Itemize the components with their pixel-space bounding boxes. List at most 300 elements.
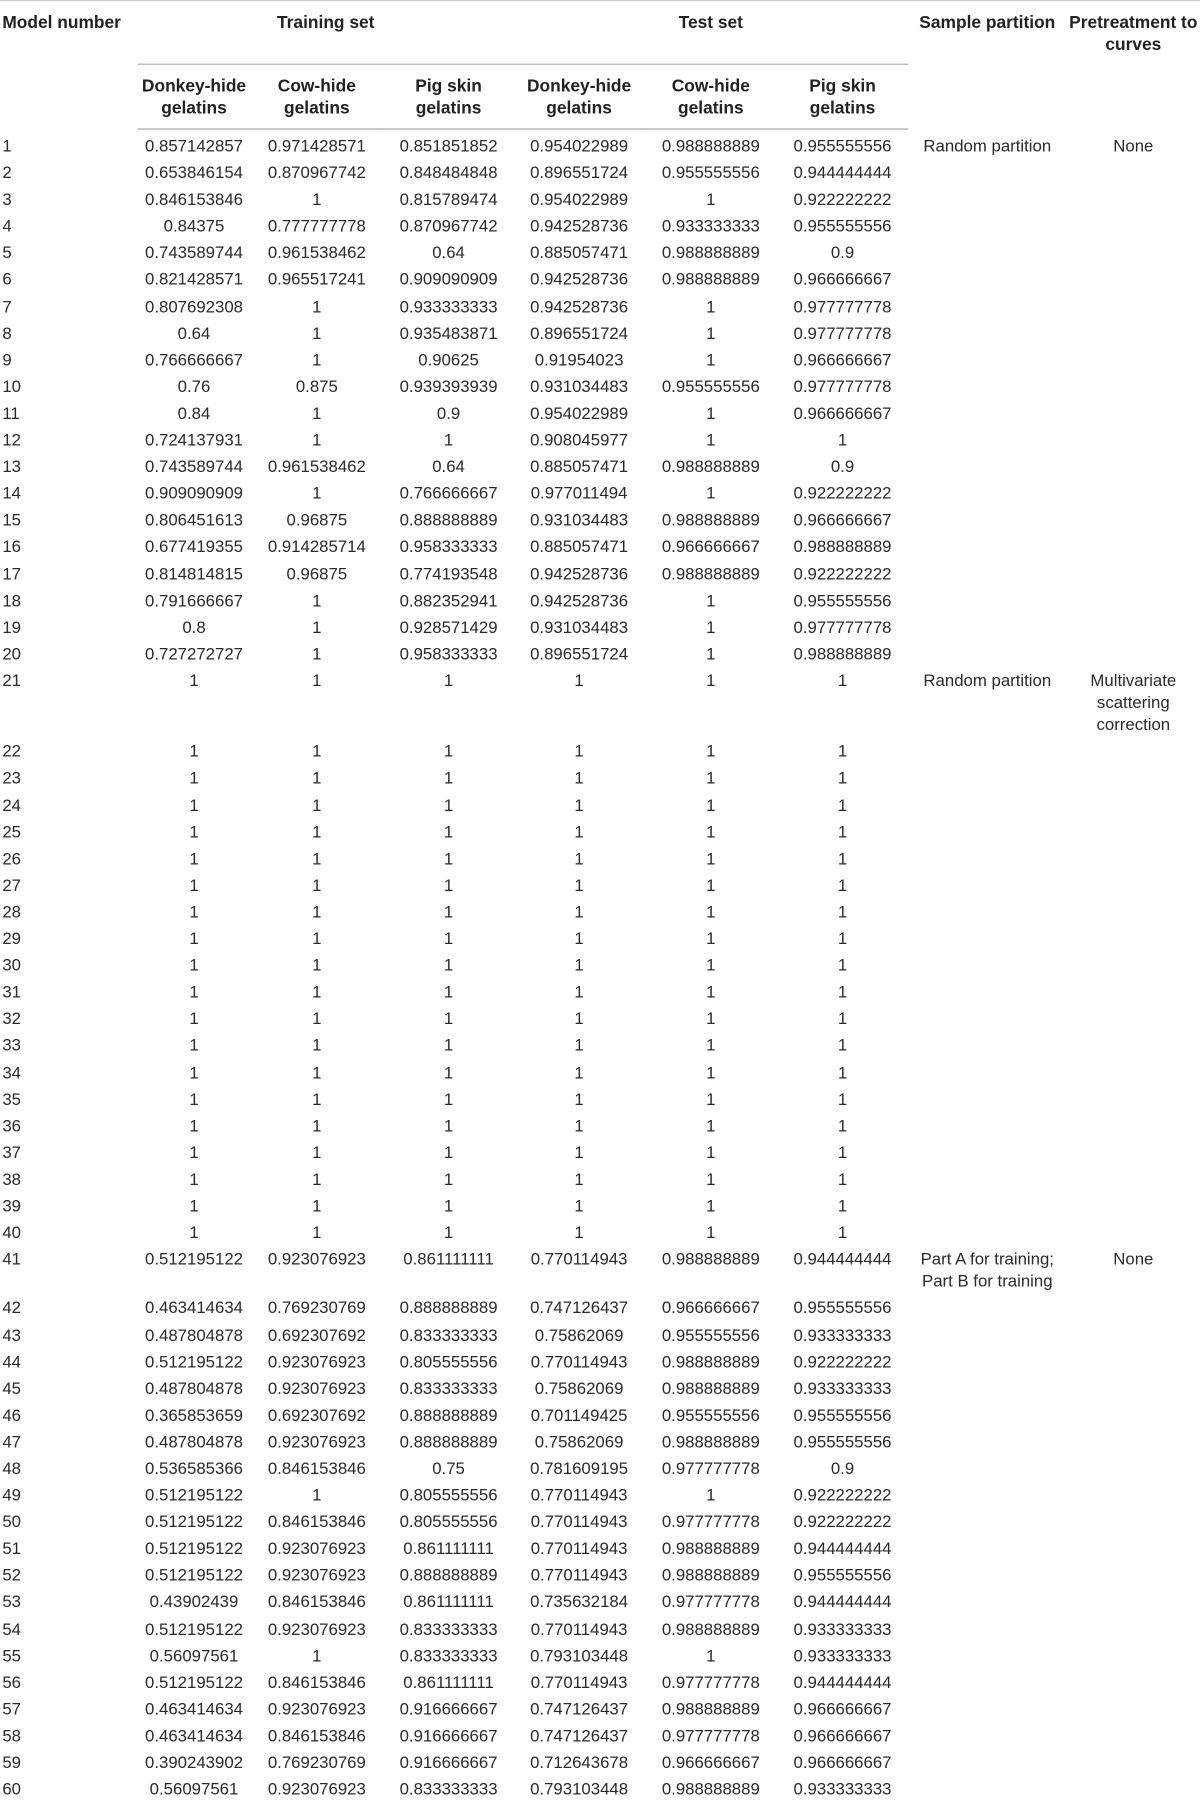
cell-model-number: 20 [2,645,21,664]
cell-model-number: 11 [2,404,20,424]
table-row [0,1457,1200,1484]
cell-test-donkey: 1 [574,1170,584,1190]
cell-train-donkey: 1 [189,1010,199,1029]
cell-test-pig: 0.922222222 [793,1353,892,1372]
cell-train-pig: 0.815789474 [399,191,498,210]
cell-sample-partition [908,1537,1067,1564]
cell-pretreatment [1067,1296,1200,1323]
cell-sample-partition [908,766,1067,793]
cell-test-pig: 1 [837,1224,848,1243]
cell-train-cow: 0.923076923 [267,1250,366,1270]
cell-test-cow: 1 [706,485,716,504]
cell-test-donkey: 0.75862069 [534,1379,624,1399]
cell-train-donkey: 0.487804878 [145,1326,243,1346]
table-row [0,161,1200,188]
cell-train-donkey: 0.743589744 [145,458,243,477]
cell-test-cow: 1 [706,769,716,789]
table-row [0,1483,1200,1510]
cell-pretreatment [1067,954,1200,981]
cell-sample-partition [908,588,1067,615]
cell-test-cow: 1 [706,983,716,1003]
cell-test-donkey: 1 [574,903,584,923]
cell-train-cow: 1 [312,956,322,976]
cell-pretreatment [1067,1751,1200,1778]
cell-test-pig: 0.966666667 [793,351,892,370]
cell-test-pig: 0.977777778 [793,297,892,317]
cell-train-pig: 1 [443,850,454,869]
cell-test-donkey: 1 [574,1117,584,1136]
cell-sample-partition [908,954,1067,981]
table-row [0,188,1200,215]
cell-test-pig: 1 [837,850,848,869]
cell-model-number: 59 [2,1754,21,1773]
cell-train-cow: 0.961538462 [267,458,366,477]
cell-test-donkey: 0.747126437 [530,1727,629,1746]
cell-train-pig: 0.870967742 [399,217,498,237]
cell-train-pig: 0.935483871 [399,324,498,344]
table-row [0,1034,1200,1061]
cell-pretreatment [1067,847,1200,874]
cell-model-number: 45 [2,1379,21,1399]
cell-model-number: 4 [2,217,12,237]
cell-train-pig: 0.64 [432,244,465,264]
cell-test-cow: 1 [706,1090,716,1110]
table-row [0,820,1200,847]
cell-model-number: 6 [2,271,12,290]
cell-test-pig: 0.922222222 [793,565,892,584]
cell-train-cow: 0.692307692 [267,1406,366,1426]
cell-test-pig: 1 [837,1063,848,1083]
cell-test-pig: 1 [837,1117,848,1136]
header-test-donkey: Donkey-hide gelatins [514,64,645,129]
cell-train-pig: 1 [443,1197,454,1216]
cell-model-number: 21 [2,672,21,691]
cell-train-donkey: 0.512195122 [145,1486,243,1506]
cell-model-number: 19 [2,618,21,638]
cell-test-donkey: 0.942528736 [530,271,629,290]
cell-test-cow: 1 [706,645,716,664]
cell-pretreatment [1067,1403,1200,1430]
cell-test-pig: 0.944444444 [793,164,892,183]
cell-model-number: 17 [2,565,21,584]
table-row [0,1194,1200,1221]
cell-pretreatment [1067,1221,1200,1248]
cell-test-pig: 0.944444444 [793,1540,892,1559]
cell-test-pig: 1 [837,876,848,896]
cell-train-pig: 0.848484848 [399,164,498,183]
cell-train-donkey: 1 [189,1144,199,1163]
cell-model-number: 24 [2,796,21,816]
cell-sample-partition [908,1617,1067,1644]
cell-test-cow: 1 [706,1170,716,1190]
cell-sample-partition [908,1777,1067,1804]
cell-test-pig: 1 [837,672,848,691]
cell-train-cow: 0.914285714 [267,538,366,557]
table-row [0,954,1200,981]
table-row [0,873,1200,900]
cell-train-pig: 1 [443,1224,454,1243]
cell-train-donkey: 0.791666667 [145,591,243,611]
cell-sample-partition [908,1377,1067,1404]
cell-pretreatment [1067,1697,1200,1724]
cell-model-number: 32 [2,1010,21,1029]
cell-test-pig: 1 [837,769,848,789]
header-train-donkey: Donkey-hide gelatins [138,64,251,129]
cell-test-donkey: 0.735632184 [530,1593,629,1613]
cell-train-donkey: 1 [189,1063,199,1083]
cell-pretreatment: None [1113,137,1154,156]
cell-test-cow: 0.988888889 [661,1780,760,1800]
cell-sample-partition [908,1670,1067,1697]
cell-test-cow: 0.955555556 [661,1406,760,1426]
cell-test-pig: 0.966666667 [793,1727,892,1746]
header-test-pig: Pig skin gelatins [777,64,908,129]
table-row [0,1323,1200,1350]
cell-pretreatment [1067,1167,1200,1194]
cell-train-pig: 1 [443,1037,454,1056]
cell-test-donkey: 0.770114943 [530,1486,628,1506]
cell-sample-partition [908,1007,1067,1034]
cell-train-cow: 0.692307692 [267,1326,366,1346]
header-sample-partition: Sample partition [908,1,1067,129]
cell-pretreatment [1067,1141,1200,1168]
cell-model-number: 48 [2,1460,21,1479]
cell-model-number: 30 [2,956,21,976]
cell-train-donkey: 1 [189,1037,199,1056]
cell-train-donkey: 1 [189,1117,199,1136]
cell-train-pig: 0.958333333 [399,645,498,664]
cell-train-pig: 0.909090909 [399,271,498,290]
cell-sample-partition [908,927,1067,954]
cell-pretreatment [1067,1350,1200,1377]
cell-model-number: 47 [2,1433,21,1452]
table-row [0,1777,1200,1804]
cell-train-pig: 1 [443,769,454,789]
cell-train-cow: 0.971428571 [267,137,366,157]
cell-test-pig: 1 [837,903,848,923]
cell-sample-partition [908,615,1067,642]
table-row [0,1060,1200,1087]
cell-test-donkey: 1 [574,876,584,896]
header-row-top [0,1,1200,41]
cell-sample-partition [908,1221,1067,1248]
cell-pretreatment [1067,428,1200,455]
cell-sample-partition [908,1141,1067,1168]
cell-train-cow: 0.965517241 [267,271,366,290]
cell-pretreatment [1067,508,1200,535]
cell-pretreatment: None [1113,1250,1154,1270]
cell-test-pig: 1 [837,1144,848,1163]
cell-test-pig: 1 [837,1170,848,1190]
cell-test-pig: 0.933333333 [793,1647,892,1666]
cell-sample-partition: Random partition [923,137,1052,156]
cell-pretreatment [1067,348,1200,375]
cell-train-donkey: 0.512195122 [145,1620,243,1639]
cell-train-donkey: 0.76 [177,378,211,397]
cell-test-pig: 0.966666667 [793,404,892,424]
cell-train-donkey: 1 [189,983,199,1003]
cell-sample-partition: Part A for training; Part B for training [920,1250,1054,1292]
cell-pretreatment [1067,295,1200,322]
cell-train-pig: 1 [443,1117,454,1136]
cell-model-number: 54 [2,1620,21,1639]
cell-test-pig: 1 [837,1010,848,1029]
cell-pretreatment [1067,268,1200,295]
cell-sample-partition: Random partition [923,672,1052,691]
cell-train-donkey: 0.677419355 [145,538,243,557]
cell-sample-partition [908,482,1067,509]
table-row [0,1537,1200,1564]
cell-train-cow: 0.769230769 [267,1299,366,1319]
cell-pretreatment [1067,793,1200,820]
cell-test-pig: 1 [837,743,848,762]
table-row [0,348,1200,375]
cell-test-donkey: 0.770114943 [530,1353,628,1372]
cell-test-donkey: 0.701149425 [530,1406,628,1426]
cell-train-cow: 1 [312,1090,322,1110]
cell-train-cow: 1 [312,823,322,842]
cell-pretreatment [1067,375,1200,402]
cell-train-cow: 1 [312,1486,322,1506]
cell-train-donkey: 0.814814815 [145,565,243,584]
cell-test-pig: 0.933333333 [793,1780,892,1800]
cell-test-donkey: 0.885057471 [530,244,629,264]
cell-test-pig: 0.977777778 [793,618,892,638]
cell-sample-partition [908,847,1067,874]
cell-test-cow: 1 [706,431,716,451]
cell-train-cow: 1 [312,850,322,869]
table-row [0,401,1200,428]
cell-pretreatment [1067,1114,1200,1141]
cell-train-pig: 0.9 [436,404,461,424]
cell-pretreatment [1067,1644,1200,1671]
cell-test-pig: 0.977777778 [793,324,892,344]
cell-sample-partition [908,1350,1067,1377]
cell-test-pig: 1 [837,796,848,816]
cell-pretreatment [1067,820,1200,847]
cell-pretreatment [1067,401,1200,428]
cell-test-cow: 1 [706,743,716,762]
cell-test-cow: 1 [706,796,716,816]
cell-pretreatment [1067,188,1200,215]
table-row [0,1430,1200,1457]
cell-test-pig: 0.955555556 [793,1406,892,1426]
cell-pretreatment [1067,482,1200,509]
cell-sample-partition [908,642,1067,669]
cell-pretreatment [1067,1724,1200,1751]
cell-test-pig: 0.922222222 [793,1513,892,1533]
cell-test-donkey: 0.793103448 [530,1780,629,1800]
cell-pretreatment [1067,740,1200,767]
cell-pretreatment [1067,1034,1200,1061]
cell-test-donkey: 0.770114943 [530,1513,628,1533]
cell-pretreatment [1067,642,1200,669]
cell-pretreatment [1067,1194,1200,1221]
cell-test-donkey: 0.954022989 [530,137,629,157]
cell-model-number: 38 [2,1170,21,1190]
cell-test-donkey: 0.770114943 [530,1250,628,1270]
cell-train-pig: 0.833333333 [399,1326,498,1346]
cell-pretreatment [1067,1007,1200,1034]
cell-train-pig: 1 [443,903,454,923]
cell-sample-partition [908,1457,1067,1484]
cell-train-pig: 0.75 [432,1460,465,1479]
cell-train-donkey: 0.56097561 [149,1780,239,1800]
cell-test-cow: 1 [706,1197,716,1216]
cell-sample-partition [908,1194,1067,1221]
cell-test-donkey: 1 [574,956,584,976]
cell-pretreatment [1067,562,1200,589]
cell-sample-partition [908,980,1067,1007]
cell-train-pig: 1 [443,876,454,896]
cell-pretreatment [1067,615,1200,642]
cell-train-pig: 0.805555556 [399,1513,498,1533]
header-train-cow: Cow-hide gelatins [250,64,383,129]
cell-train-pig: 0.766666667 [399,485,498,504]
cell-test-pig: 0.9 [830,458,855,477]
cell-model-number: 42 [2,1299,21,1319]
cell-test-pig: 0.922222222 [793,191,892,210]
cell-test-donkey: 0.942528736 [530,565,629,584]
cell-train-cow: 1 [312,930,322,949]
cell-model-number: 39 [2,1197,21,1216]
cell-train-donkey: 0.512195122 [145,1567,243,1586]
cell-train-donkey: 0.463414634 [145,1727,243,1746]
cell-pretreatment [1067,1430,1200,1457]
header-model-number: Model number [0,1,138,129]
table-row [0,375,1200,402]
cell-test-donkey: 0.954022989 [530,191,629,210]
cell-test-donkey: 0.942528736 [530,297,629,317]
cell-train-donkey: 1 [189,796,199,816]
cell-test-pig: 1 [837,1197,848,1216]
cell-model-number: 8 [2,324,12,344]
cell-train-donkey: 1 [189,876,199,896]
cell-model-number: 12 [2,431,21,451]
cell-train-cow: 0.923076923 [267,1379,366,1399]
cell-train-donkey: 0.56097561 [149,1647,239,1666]
cell-train-cow: 0.769230769 [267,1754,366,1773]
cell-train-cow: 0.846153846 [267,1673,366,1693]
cell-test-donkey: 0.770114943 [530,1620,628,1639]
cell-model-number: 7 [2,297,12,317]
table-row [0,482,1200,509]
cell-sample-partition [908,508,1067,535]
cell-train-cow: 1 [312,903,322,923]
cell-sample-partition [908,1296,1067,1323]
cell-train-cow: 1 [312,672,322,691]
cell-train-donkey: 0.463414634 [145,1299,243,1319]
cell-train-pig: 0.861111111 [403,1250,494,1270]
cell-test-cow: 0.988888889 [661,1620,760,1639]
cell-train-cow: 1 [312,1063,322,1083]
cell-train-donkey: 0.463414634 [145,1700,243,1720]
cell-test-donkey: 0.75862069 [534,1433,624,1452]
table-row [0,1087,1200,1114]
cell-pretreatment [1067,1087,1200,1114]
cell-train-cow: 1 [312,431,322,451]
cell-model-number: 9 [2,351,12,370]
table-row [0,1564,1200,1591]
cell-pretreatment [1067,588,1200,615]
cell-sample-partition [908,1644,1067,1671]
cell-train-pig: 0.916666667 [399,1727,498,1746]
cell-pretreatment [1067,161,1200,188]
cell-model-number: 22 [2,743,21,762]
cell-test-donkey: 1 [574,850,584,869]
cell-pretreatment [1067,1617,1200,1644]
cell-sample-partition [908,1510,1067,1537]
cell-test-pig: 1 [837,930,848,949]
cell-train-cow: 1 [312,1010,322,1029]
cell-test-pig: 0.933333333 [793,1379,892,1399]
table-row [0,927,1200,954]
cell-test-pig: 0.9 [830,1460,855,1479]
cell-model-number: 28 [2,903,21,923]
cell-model-number: 43 [2,1326,21,1346]
cell-model-number: 51 [2,1540,21,1559]
cell-train-pig: 0.939393939 [399,378,498,397]
table-row [0,455,1200,482]
cell-test-pig: 0.944444444 [793,1593,892,1613]
cell-test-cow: 0.988888889 [661,137,760,157]
cell-train-pig: 0.888888889 [399,1299,498,1319]
cell-train-donkey: 0.512195122 [145,1250,243,1270]
cell-train-pig: 1 [443,1010,454,1029]
cell-sample-partition [908,1167,1067,1194]
cell-pretreatment [1067,1537,1200,1564]
cell-test-cow: 1 [706,930,716,949]
cell-test-pig: 0.9 [830,244,855,264]
cell-model-number: 14 [2,485,21,504]
cell-sample-partition [908,873,1067,900]
test-set-rule [514,40,908,64]
cell-test-cow: 0.988888889 [661,1353,760,1372]
cell-test-pig: 0.966666667 [793,1754,892,1773]
cell-train-donkey: 0.743589744 [145,244,243,264]
cell-model-number: 35 [2,1090,21,1110]
cell-sample-partition [908,375,1067,402]
cell-train-donkey: 1 [189,823,199,842]
cell-pretreatment [1067,535,1200,562]
table-row [0,1114,1200,1141]
cell-model-number: 34 [2,1063,21,1083]
cell-train-pig: 0.882352941 [399,591,498,611]
cell-test-pig: 1 [837,983,848,1003]
cell-train-cow: 1 [312,769,322,789]
cell-test-donkey: 0.931034483 [530,618,629,638]
table-row [0,321,1200,348]
cell-train-pig: 0.833333333 [399,1647,498,1666]
cell-test-cow: 0.977777778 [661,1513,760,1533]
cell-train-pig: 0.861111111 [403,1673,494,1693]
cell-train-donkey: 0.512195122 [145,1673,243,1693]
cell-sample-partition [908,1323,1067,1350]
cell-sample-partition [908,793,1067,820]
cell-test-pig: 0.955555556 [793,217,892,237]
cell-test-donkey: 0.770114943 [530,1673,628,1693]
cell-train-donkey: 1 [189,1197,199,1216]
cell-train-cow: 1 [312,404,322,424]
cell-pretreatment: Multivariate scattering correction [1090,672,1177,736]
cell-train-donkey: 0.807692308 [145,297,243,317]
cell-train-pig: 1 [443,930,454,949]
cell-pretreatment [1067,1483,1200,1510]
cell-model-number: 15 [2,511,21,531]
header-test-set: Test set [514,1,908,41]
cell-sample-partition [908,1060,1067,1087]
cell-train-pig: 1 [443,956,454,976]
